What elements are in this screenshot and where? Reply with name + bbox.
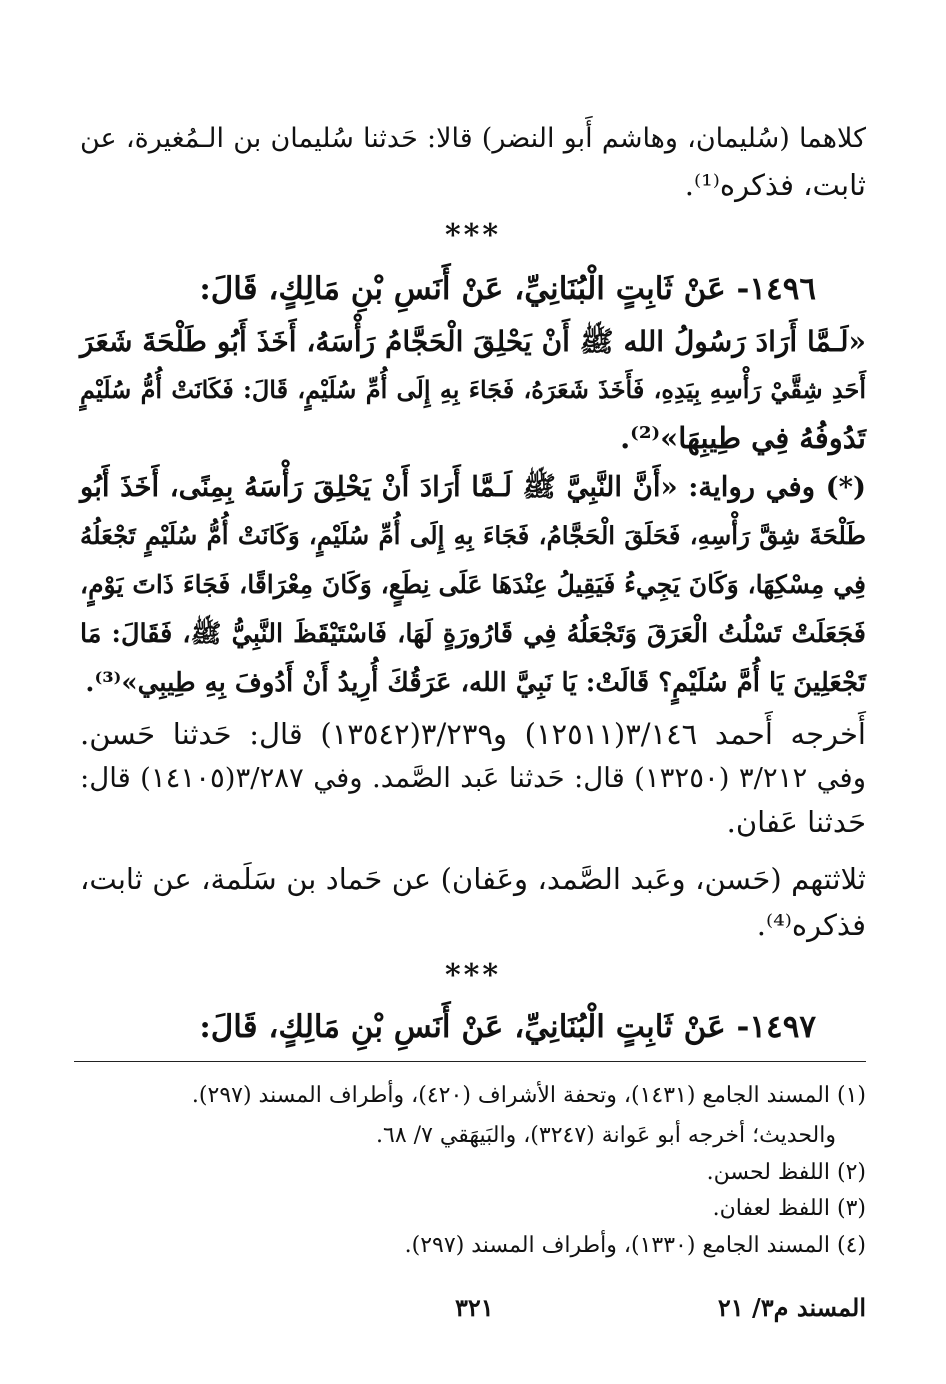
footnote-2: (٢) اللفظ لحسن. bbox=[706, 1160, 866, 1185]
riwaya-text-line: فَجَعَلَتْ تَسْلُتُ الْعَرَقَ وَتَجْعَلُهُ فِي قَارُورَةٍ لَهَا، فَاسْتَيْقَظَ النَّبِيُّ ﷺ، فَقَالَ: مَا bbox=[80, 619, 866, 649]
riwaya-text-line: طَلْحَةَ شِقَّ رَأْسِهِ، فَحَلَقَ الْحَجَّامُ، فَجَاءَ بِهِ إِلَى أُمِّ سُلَيْمٍ، وَكَانَتْ أُمُّ سُلَيْمٍ تَجْعَلُهُ bbox=[80, 521, 866, 550]
section-separator: *** bbox=[444, 218, 502, 253]
paragraph-line: ثابت، فذكره⁽¹⁾. bbox=[684, 168, 866, 202]
conclusion-line: فذكره⁽⁴⁾. bbox=[756, 908, 866, 942]
paragraph-line: كلاهما (سُليمان، وهاشم أَبو النضر) قالا: حَدثنا سُليمان بن الـمُغيرة، عن bbox=[80, 123, 866, 154]
page-number: ٣٢١ bbox=[455, 1293, 494, 1322]
hadith-text-line: تَدُوفُهُ فِي طِيبِهَا»⁽²⁾. bbox=[620, 421, 866, 455]
takhrij-line: حَدثنا عَفان. bbox=[726, 805, 866, 839]
hadith-heading-1497: ١٤٩٧- عَنْ ثَابِتٍ الْبُنَانِيِّ، عَنْ أَنَسِ بْنِ مَالِكٍ، قَالَ: bbox=[199, 1009, 816, 1045]
footnote-divider bbox=[74, 1061, 866, 1062]
riwaya-text-line: تَجْعَلِينَ يَا أُمَّ سُلَيْمٍ؟ قَالَتْ: يَا نَبِيَّ الله، عَرَقُكَ أُرِيدُ أَنْ أَدُوفَ بِهِ طِيبِي»⁽³⁾. bbox=[85, 668, 866, 698]
footnote-4: (٤) المسند الجامع (١٣٣٠)، وأطراف المسند (٢٩٧). bbox=[404, 1233, 866, 1258]
riwaya-text-line: (*) وفي رواية: «أَنَّ النَّبِيَّ ﷺ لَـمَّا أَرَادَ أَنْ يَحْلِقَ رَأْسَهُ بِمِنًى، أَخَذَ أَبُو bbox=[80, 471, 866, 503]
footnote-1: (١) المسند الجامع (١٤٣١)، وتحفة الأشراف (٤٢٠)، وأطراف المسند (٢٩٧). bbox=[191, 1083, 866, 1108]
footnote-3: (٣) اللفظ لعفان. bbox=[712, 1196, 866, 1221]
volume-label: المسند م٣/ ٢١ bbox=[717, 1293, 866, 1322]
takhrij-line: وفي ٣/٢١٢ (١٣٢٥٠) قال: حَدثنا عَبد الصَّمد. وفي ٣/٢٨٧(١٤١٠٥) قال: bbox=[80, 762, 866, 794]
section-separator: *** bbox=[444, 958, 502, 993]
hadith-heading-1496: ١٤٩٦- عَنْ ثَابِتٍ الْبُنَانِيِّ، عَنْ أَنَسِ بْنِ مَالِكٍ، قَالَ: bbox=[199, 271, 816, 307]
riwaya-text-line: فِي مِسْكِهَا، وَكَانَ يَجِيءُ فَيَقِيلُ عِنْدَهَا عَلَى نِطَعٍ، وَكَانَ مِعْرَاقًا، فَجَاءَ ذَاتَ يَوْمٍ، bbox=[80, 570, 866, 599]
hadith-text-line: «لَـمَّا أَرَادَ رَسُولُ الله ﷺ أَنْ يَحْلِقَ الْحَجَّامُ رَأْسَهُ، أَخَذَ أَبُو طَلْحَةَ شَعَرَ bbox=[80, 325, 866, 358]
hadith-text-line: أَحَدِ شِقَّيْ رَأْسِهِ بِيَدِهِ، فَأَخَذَ شَعَرَهُ، فَجَاءَ بِهِ إِلَى أُمِّ سُلَيْمٍ، قَالَ: فَكَانَتْ أُمُّ سُلَيْمٍ bbox=[80, 375, 866, 404]
takhrij-line: أَخرجه أَحمد ٣/١٤٦(١٢٥١١) و٣/٢٣٩(١٣٥٤٢) قال: حَدثنا حَسن. bbox=[80, 717, 866, 751]
footnote-1-continued: والحديث؛ أخرجه أبو عَوانة (٣٢٤٧)، والبَيهَقي ٧/ ٦٨. bbox=[376, 1123, 836, 1148]
conclusion-line: ثلاثتهم (حَسن، وعَبد الصَّمد، وعَفان) عن حَماد بن سَلَمة، عن ثابت، bbox=[80, 862, 866, 896]
